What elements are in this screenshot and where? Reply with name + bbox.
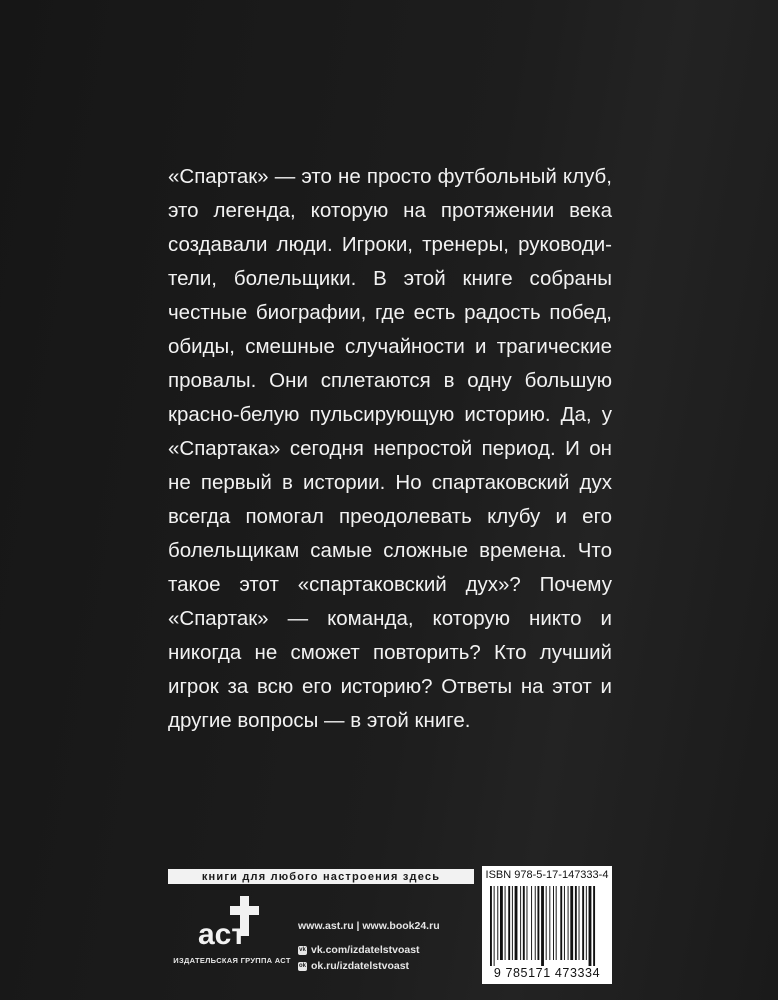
- publisher-caption: ИЗДАТЕЛЬСКАЯ ГРУППА АСТ: [173, 956, 291, 965]
- annotation-text: «Спартак» — это не просто футбольный клуб, это легенда, которую на протяжении века создавали люди. Игроки, тренеры, руководители, болельщики. В этой книге собраны честные биографии, где есть радость побед, обиды, смешные случайности и трагические провалы. Они сплетаются в одну большую красно-белую пульсирующую историю. Да, у «Спартака» сегодня непростой период. И он не первый в истории. Но спартаковский дух всегда помогал преодолевать клубу и его болельщикам самые сложные времена. Что такое этот «спартаковский дух»? Почему «Спартак» — команда, которую никто и никогда не сможет повторить? Кто лучший игрок за всю его историю? Ответы на этот и другие вопросы — в этой книге.: [168, 165, 612, 732]
- barcode-bar: [520, 886, 521, 960]
- barcode-bar: [575, 886, 577, 960]
- barcode-bar: [508, 886, 510, 960]
- tagline-text: книги для любого настроения здесь: [201, 870, 441, 883]
- ok-icon: ok: [298, 962, 306, 969]
- barcode-bar: [523, 886, 525, 960]
- barcode-bar: [500, 886, 503, 960]
- barcode-bar: [546, 886, 547, 960]
- ok-link[interactable]: [298, 958, 478, 974]
- barcode-bar: [560, 886, 562, 960]
- isbn-digits: 9 785171 473334: [493, 966, 601, 980]
- vk-link[interactable]: [298, 942, 478, 958]
- barcode-bar: [497, 886, 498, 960]
- ast-logo-icon: [192, 894, 272, 954]
- isbn-label: ISBN 978-5-17-147333-4: [485, 869, 609, 881]
- barcode-bar: [589, 886, 592, 966]
- website-links[interactable]: www.ast.ru | www.book24.ru: [298, 920, 440, 932]
- barcode-bar: [568, 886, 569, 960]
- barcode-bar: [553, 886, 554, 960]
- publisher-logo: [172, 894, 292, 984]
- vk-icon: vk: [299, 946, 306, 953]
- barcode-bar: [579, 886, 580, 960]
- barcode-bar: [531, 886, 532, 960]
- barcode-bar: [564, 886, 565, 960]
- barcode-bar: [490, 886, 492, 966]
- barcode-bar: [586, 886, 587, 960]
- barcode-bar: [494, 886, 495, 966]
- publisher-links: [298, 918, 478, 974]
- barcode-bar: [535, 886, 536, 960]
- barcode-bar: [537, 886, 539, 960]
- barcode-bar: [556, 886, 557, 960]
- ok-link-text: ok.ru/izdatelstvoast: [311, 960, 410, 972]
- barcode-bar: [505, 886, 506, 960]
- logo-text: аст: [198, 918, 247, 951]
- barcode-bar: [593, 886, 595, 966]
- barcode-bar: [582, 886, 584, 960]
- tagline-bar: [168, 869, 474, 884]
- barcode-bar: [515, 886, 518, 960]
- barcode-bar: [570, 886, 573, 960]
- isbn-barcode-block: [482, 866, 612, 984]
- barcode-bar: [549, 886, 550, 960]
- barcode-bar: [527, 886, 528, 960]
- barcode-icon: [488, 886, 606, 966]
- vk-link-text: vk.com/izdatelstvoast: [311, 944, 420, 956]
- barcode-bar: [541, 886, 544, 966]
- barcode-bar: [512, 886, 513, 960]
